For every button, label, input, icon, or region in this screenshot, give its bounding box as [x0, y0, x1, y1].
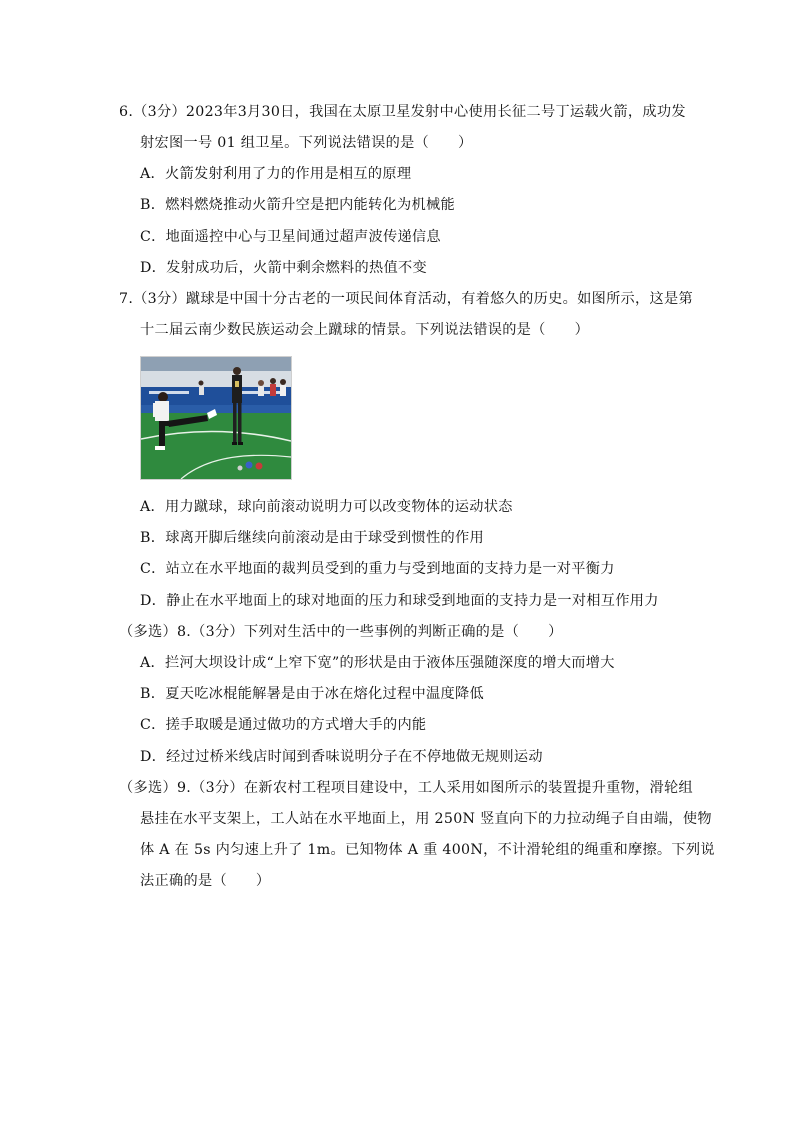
- cuqiu-game-photo: [140, 356, 292, 480]
- question-8-option-a: A．拦河大坝设计成“上窄下宽”的形状是由于液体压强随深度的增大而增大: [140, 655, 615, 671]
- question-6-stem-line-2: 射宏图一号 01 组卫星。下列说法错误的是（ ）: [140, 135, 473, 151]
- question-7-stem-line-2: 十二届云南少数民族运动会上蹴球的情景。下列说法错误的是（ ）: [140, 322, 590, 338]
- question-7-option-a: A．用力蹴球，球向前滚动说明力可以改变物体的运动状态: [140, 499, 513, 515]
- question-9-stem-line-3: 体 A 在 5s 内匀速上升了 1m。已知物体 A 重 400N，不计滑轮组的绳重和摩擦。下列说: [140, 842, 715, 858]
- question-7-option-d: D．静止在水平地面上的球对地面的压力和球受到地面的支持力是一对相互作用力: [140, 593, 659, 609]
- question-7-option-b: B．球离开脚后继续向前滚动是由于球受到惯性的作用: [140, 530, 484, 546]
- question-9-stem-line-2: 悬挂在水平支架上，工人站在水平地面上，用 250N 竖直向下的力拉动绳子自由端，使物: [140, 811, 712, 827]
- question-7-option-c: C．站立在水平地面的裁判员受到的重力与受到地面的支持力是一对平衡力: [140, 561, 615, 577]
- question-9-stem-line-4: 法正确的是（ ）: [140, 873, 271, 889]
- question-9-stem-line-1: （多选）9.（3分）在新农村工程项目建设中，工人采用如图所示的装置提升重物，滑轮组: [119, 780, 693, 796]
- question-8-option-b: B．夏天吃冰棍能解暑是由于冰在熔化过程中温度降低: [140, 686, 484, 702]
- question-8-stem-line-1: （多选）8.（3分）下列对生活中的一些事例的判断正确的是（ ）: [119, 624, 563, 640]
- question-8-option-c: C．搓手取暖是通过做功的方式增大手的内能: [140, 717, 427, 733]
- question-8-option-d: D．经过过桥米线店时闻到香味说明分子在不停地做无规则运动: [140, 749, 543, 765]
- question-6-option-c: C．地面遥控中心与卫星间通过超声波传递信息: [140, 229, 441, 245]
- question-7-stem-line-1: 7.（3分）蹴球是中国十分古老的一项民间体育活动，有着悠久的历史。如图所示，这是第: [119, 291, 693, 307]
- question-6-option-d: D．发射成功后，火箭中剩余燃料的热值不变: [140, 260, 427, 276]
- question-6-stem-line-1: 6.（3分）2023年3月30日，我国在太原卫星发射中心使用长征二号丁运载火箭，成功发: [119, 104, 686, 120]
- cuqiu-game-photo-drawing: [141, 357, 291, 479]
- question-6-option-a: A．火箭发射利用了力的作用是相互的原理: [140, 166, 412, 182]
- question-6-option-b: B．燃料燃烧推动火箭升空是把内能转化为机械能: [140, 197, 455, 213]
